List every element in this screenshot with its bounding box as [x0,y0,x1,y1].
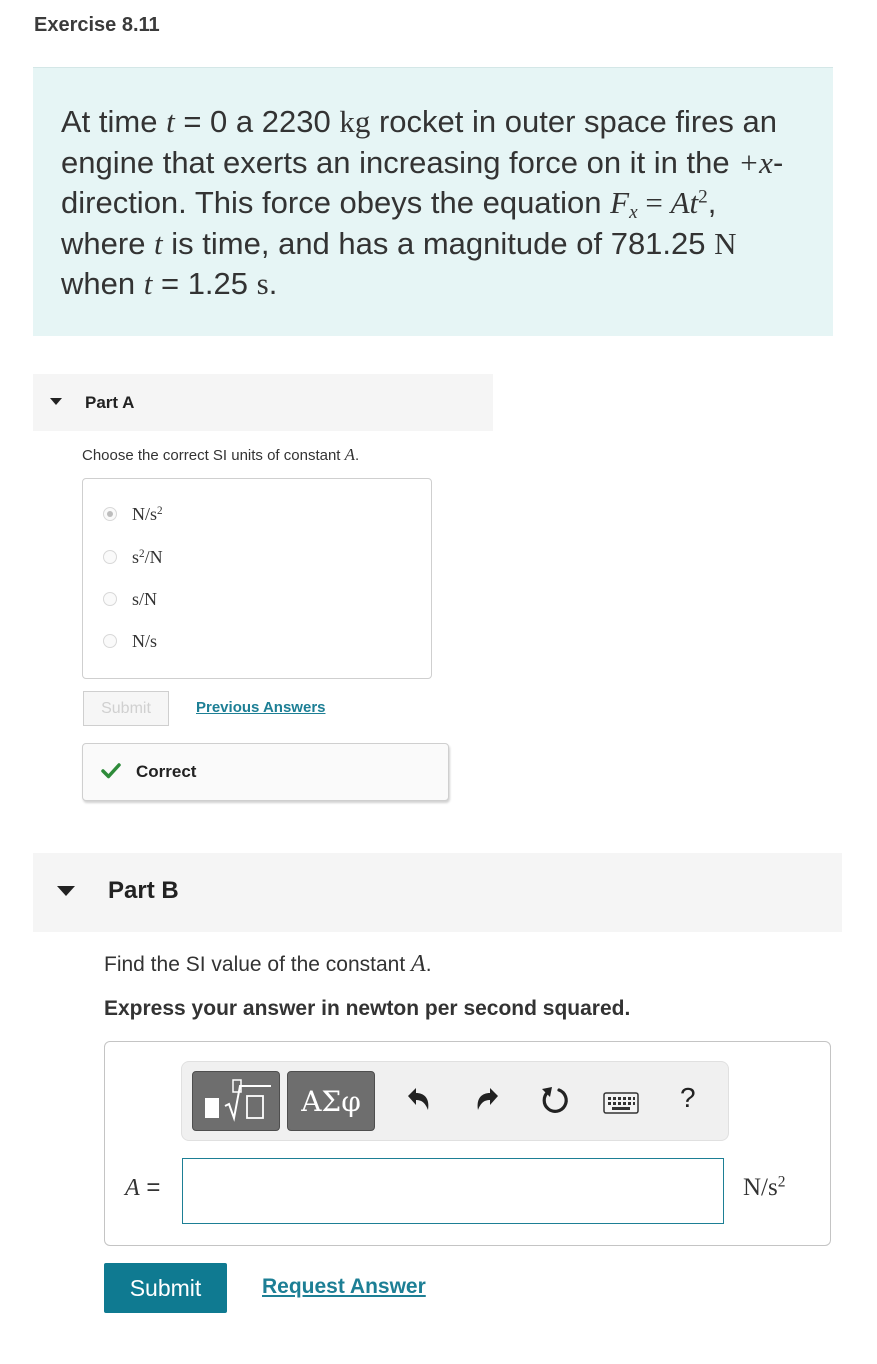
multiple-choice-box [82,478,432,679]
answer-variable-label: A = [125,1174,161,1201]
radio-button[interactable] [103,550,117,564]
help-button[interactable]: ? [680,1082,696,1113]
templates-icon [193,1072,279,1130]
part-b-instruction: Express your answer in newton per second squared. [104,997,631,1020]
previous-answers-link[interactable]: Previous Answers [196,699,326,716]
radio-button[interactable] [103,592,117,606]
answer-input[interactable] [182,1158,724,1224]
choice-option[interactable] [103,502,163,526]
collapse-triangle-icon[interactable] [50,398,62,405]
choice-option[interactable] [103,629,157,653]
choice-option[interactable] [103,587,157,611]
math-toolbar [181,1061,729,1141]
problem-text: At time t = 0 a 2230 kg rocket in outer space fires an engine that exerts an increasing force on it in the +x-direction. This force obeys the equation $F_x = At^2$, where t is time, and has a magnitude of 781.25 N when t = 1.25 s. [61,104,784,301]
answer-entry-box [104,1041,831,1246]
keyboard-icon[interactable] [603,1092,639,1114]
undo-icon[interactable] [404,1084,434,1114]
part-b-prompt: Find the SI value of the constant A. [104,951,432,977]
templates-button[interactable] [192,1071,280,1131]
part-b-header[interactable] [33,853,842,932]
choice-label: N/s [132,630,158,651]
reset-icon[interactable] [539,1084,571,1116]
collapse-triangle-icon[interactable] [57,886,75,896]
choice-label: $s^2/N$ [132,546,163,567]
feedback-box [82,743,449,801]
part-a-submit-button[interactable]: Submit [83,691,169,726]
radio-button-selected[interactable] [103,507,117,521]
part-a-prompt: Choose the correct SI units of constant A. [82,445,360,464]
redo-icon[interactable] [472,1084,502,1114]
part-b-submit-button[interactable]: Submit [104,1263,227,1313]
exercise-title: Exercise 8.11 [34,14,160,36]
greek-symbols-button[interactable]: ΑΣφ [287,1071,375,1131]
problem-statement-box [33,67,833,336]
part-a-title: Part A [85,393,135,412]
answer-unit-label: $N/s^2$ [743,1173,786,1201]
choice-option[interactable] [103,545,163,569]
part-a-header[interactable] [33,374,493,431]
checkmark-icon [101,763,121,779]
choice-label: $N/s^2$ [132,503,163,524]
feedback-label: Correct [136,762,197,781]
choice-label: s/N [132,588,158,609]
part-b-title: Part B [108,877,179,904]
radio-button[interactable] [103,634,117,648]
request-answer-link[interactable]: Request Answer [262,1275,426,1298]
